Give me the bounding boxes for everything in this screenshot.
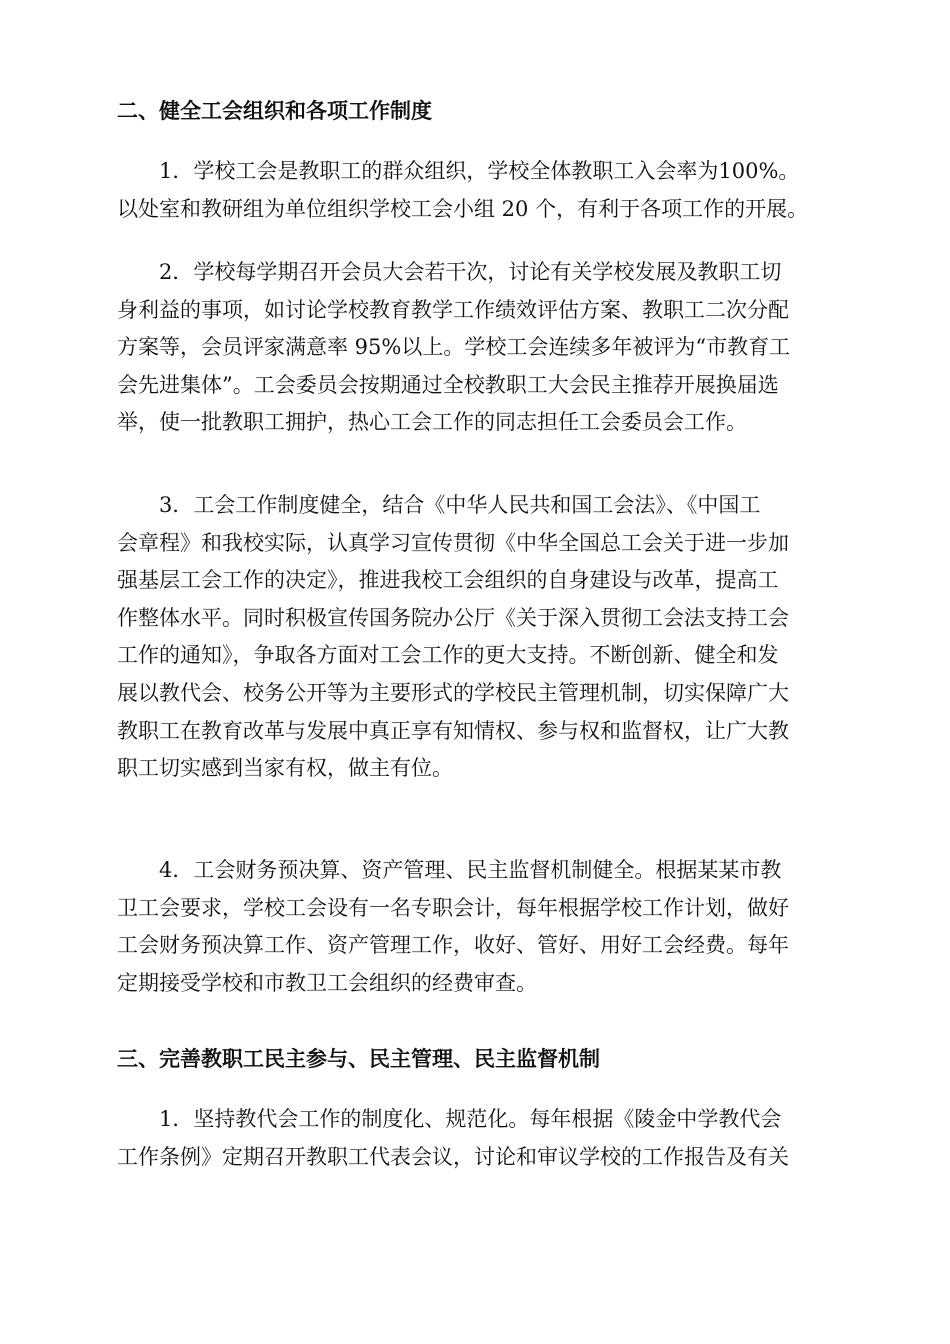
paragraph-line: 卫工会要求，学校工会设有一名专职会计，每年根据学校工作计划，做好 (117, 895, 789, 920)
paragraph-line: 举，使一批教职工拥护，热心工会工作的同志担任工会委员会工作。 (117, 410, 747, 435)
paragraph-line: 定期接受学校和市教卫工会组织的经费审查。 (117, 970, 537, 995)
paragraph-line: 4．工会财务预决算、资产管理、民主监督机制健全。根据某某市教 (159, 858, 782, 882)
paragraph-2 (117, 254, 837, 442)
paragraph-line: 工会财务预决算工作、资产管理工作，收好、管好、用好工会经费。每年 (117, 933, 789, 958)
paragraph-line: 会章程》和我校实际，认真学习宣传贯彻《中华全国总工会关于进一步加 (117, 530, 789, 555)
paragraph-line: 2．学校每学期召开会员大会若干次，讨论有关学校发展及教职工切 (159, 260, 782, 284)
section-heading-3: 三、完善教职工民主参与、民主管理、民主监督机制 (117, 1047, 600, 1071)
paragraph-1 (117, 153, 837, 228)
paragraph-line: 方案等，会员评家满意率 95%以上。学校工会连续多年被评为“市教育工 (117, 335, 791, 360)
paragraph-3 (117, 487, 837, 788)
paragraph-5 (117, 1101, 837, 1176)
paragraph-line: 工作条例》定期召开教职工代表会议，讨论和审议学校的工作报告及有关 (117, 1144, 789, 1169)
paragraph-line: 以处室和教研组为单位组织学校工会小组 20 个，有利于各项工作的开展。 (117, 196, 809, 221)
paragraph-line: 1．学校工会是教职工的群众组织，学校全体教职工入会率为100%。 (159, 159, 800, 183)
paragraph-line: 展以教代会、校务公开等为主要形式的学校民主管理机制，切实保障广大 (117, 680, 789, 705)
paragraph-line: 强基层工会工作的决定》，推进我校工会组织的自身建设与改革，提高工 (117, 568, 779, 593)
paragraph-line: 1．坚持教代会工作的制度化、规范化。每年根据《陵金中学教代会 (159, 1107, 782, 1131)
paragraph-4 (117, 852, 837, 1002)
paragraph-line: 作整体水平。同时积极宣传国务院办公厅《关于深入贯彻工会法支持工会 (117, 605, 789, 630)
paragraph-line: 身利益的事项，如讨论学校教育教学工作绩效评估方案、教职工二次分配 (117, 297, 789, 322)
paragraph-line: 工作的通知》，争取各方面对工会工作的更大支持。不断创新、健全和发 (117, 643, 779, 668)
paragraph-line: 职工切实感到当家有权，做主有位。 (117, 756, 453, 781)
paragraph-line: 教职工在教育改革与发展中真正享有知情权、参与权和监督权，让广大教 (117, 718, 789, 743)
section-heading-2: 二、健全工会组织和各项工作制度 (117, 99, 432, 123)
paragraph-line: 会先进集体”。工会委员会按期通过全校教职工大会民主推荐开展换届选 (117, 372, 779, 397)
paragraph-line: 3．工会工作制度健全，结合《中华人民共和国工会法》、《中国工 (159, 493, 761, 517)
